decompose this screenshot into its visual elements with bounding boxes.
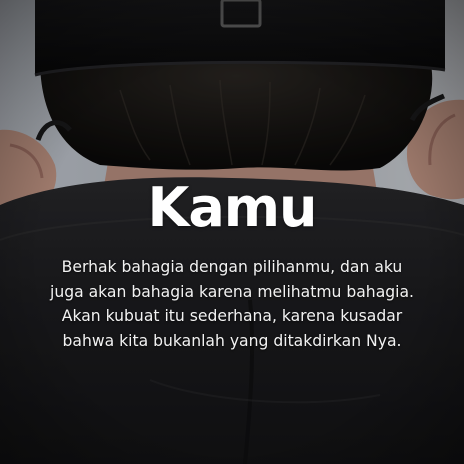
quote-line: Akan kubuat itu sederhana, karena kusadar [61, 307, 403, 325]
title-heading: Kamu [147, 176, 317, 239]
quote-line: juga akan bahagia karena melihatmu bahagia. [49, 282, 414, 301]
quote-line: Berhak bahagia dengan pilihanmu, dan aku [61, 258, 403, 276]
quote-text [20, 255, 444, 353]
quote-line: bahwa kita bukanlah yang ditakdirkan Nya. [62, 331, 402, 350]
